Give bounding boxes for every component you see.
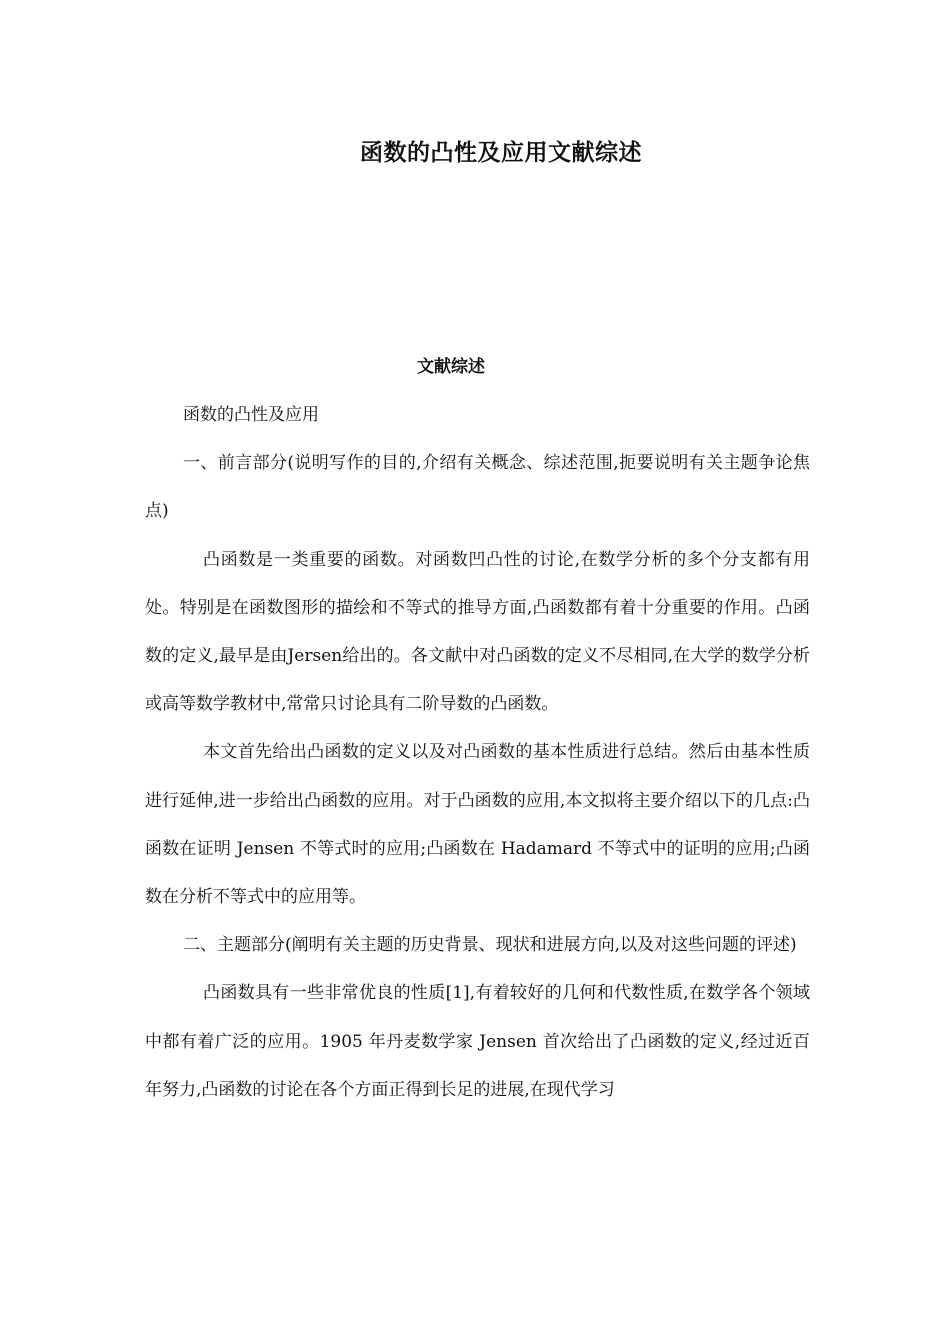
paragraph-main-heading: 二、主题部分(阐明有关主题的历史背景、现状和进展方向,以及对这些问题的评述) [183, 935, 797, 956]
paragraph-outline: 本文首先给出凸函数的定义以及对凸函数的基本性质进行总结。然后由基本性质进行延伸,进一步给出凸函数的应用。对于凸函数的应用,本文拟将主要介绍以下的几点:凸函数在证明 Jensen 不等式时的应用;凸函数在 Hadamard 不等式中的证明的应用;凸函数在分析不等式中的应用等。 [145, 742, 810, 908]
document-body [145, 391, 810, 1114]
paragraph-preface-heading: 一、前言部分(说明写作的目的,介绍有关概念、综述范围,扼要说明有关主题争论焦点) [145, 453, 810, 522]
paragraph-history: 凸函数具有一些非常优良的性质[1],有着较好的几何和代数性质,在数学各个领域中都有着广泛的应用。1905 年丹麦数学家 Jensen 首次给出了凸函数的定义,经过近百年努力,凸函数的讨论在各个方面正得到长足的进展,在现代学习 [145, 983, 810, 1100]
document-title: 函数的凸性及应用文献综述 [360, 139, 642, 166]
paragraph-convex-intro: 凸函数是一类重要的函数。对函数凹凸性的讨论,在数学分析的多个分支都有用处。特别是在函数图形的描绘和不等式的推导方面,凸函数都有着十分重要的作用。凸函数的定义,最早是由Jersen给出的。各文献中对凸函数的定义不尽相同,在大学的数学分析或高等数学教材中,常常只讨论具有二阶导数的凸函数。 [145, 549, 810, 715]
paragraph-topic: 函数的凸性及应用 [183, 405, 319, 425]
section-title: 文献综述 [417, 357, 485, 377]
